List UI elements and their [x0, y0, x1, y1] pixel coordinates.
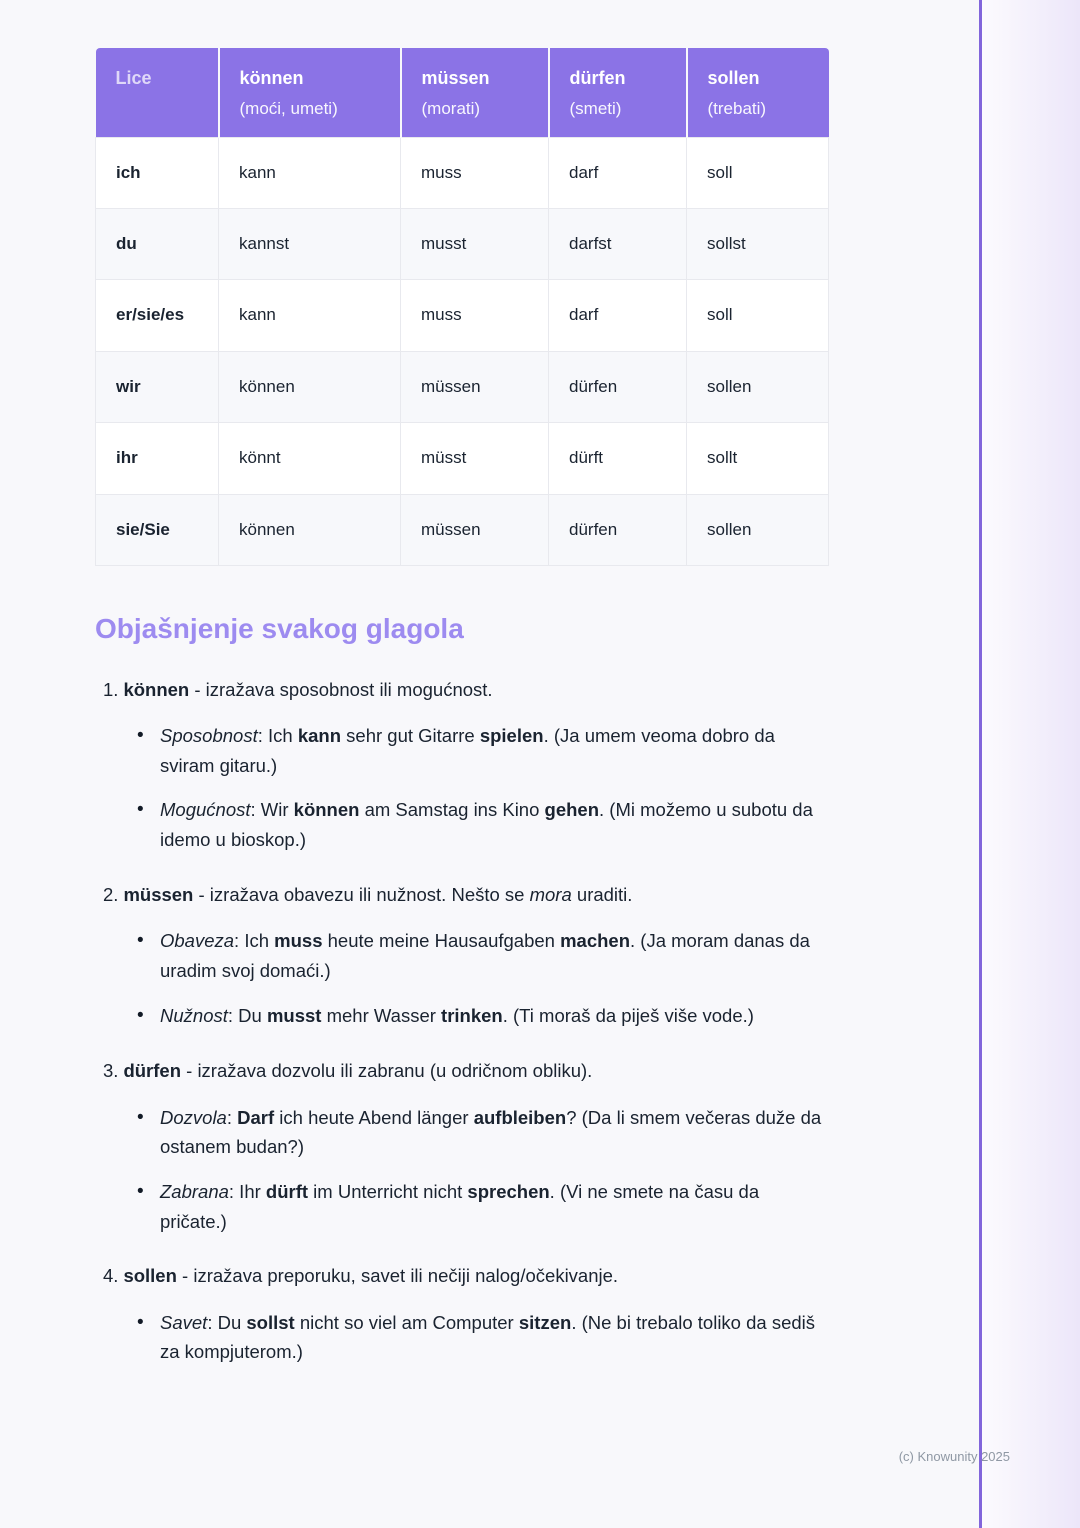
text-segment: - izražava preporuku, savet ili nečiji nalog/očekivanje.: [176, 1265, 619, 1287]
verb-form-cell: können: [219, 494, 401, 565]
example-list: [103, 1103, 830, 1236]
bullet-icon: •: [137, 1106, 144, 1128]
text-segment: dürfen: [123, 1059, 181, 1081]
text-segment: . (Vi ne smete na času da pričate.): [160, 1180, 760, 1232]
text-segment: - izražava sposobnost ili mogućnost.: [189, 678, 493, 700]
verb-form-cell: sollen: [687, 351, 829, 422]
verb-form-cell: dürfen: [549, 351, 687, 422]
item-number: 3.: [103, 1059, 119, 1081]
text-segment: spielen: [479, 725, 544, 747]
text-segment: am Samstag ins Kino: [359, 799, 545, 821]
example-list: [103, 926, 830, 1031]
example-text: [160, 721, 830, 780]
explanation-intro: [103, 881, 830, 909]
verb-form-cell: könnt: [219, 423, 401, 494]
pronoun-cell: wir: [96, 351, 219, 422]
text-segment: : Du: [207, 1311, 247, 1333]
verb-form-cell: sollen: [687, 494, 829, 565]
example-text: [160, 926, 830, 985]
explanation-item: [103, 676, 830, 855]
example-list: [103, 1308, 830, 1367]
verb-form-cell: darfst: [549, 208, 687, 279]
column-header-translation: (morati): [421, 98, 481, 118]
example-text: [160, 1001, 830, 1031]
verb-form-cell: müsst: [401, 423, 549, 494]
verb-form-cell: muss: [401, 280, 549, 351]
conjugation-row: [96, 280, 829, 351]
column-header-verb-4: [687, 48, 829, 137]
text-segment: musst: [266, 1004, 322, 1026]
text-segment: dürft: [265, 1180, 309, 1202]
text-segment: . (Ja umem veoma dobro da sviram gitaru.): [160, 725, 775, 776]
example-bullet: [137, 1177, 830, 1236]
text-segment: Mogućnost: [160, 799, 251, 821]
conjugation-row: [96, 351, 829, 422]
text-segment: Nužnost: [160, 1004, 228, 1026]
text-segment: Darf: [237, 1106, 275, 1128]
text-segment: heute meine Hausaufgaben: [322, 930, 561, 952]
text-segment: mora: [529, 883, 572, 905]
text-segment: Zabrana: [160, 1180, 229, 1202]
text-segment: können: [293, 799, 360, 821]
example-text: [160, 1308, 830, 1367]
verb-form-cell: darf: [549, 137, 687, 208]
verb-form-cell: kannst: [219, 208, 401, 279]
example-text: [160, 1177, 830, 1236]
column-header-translation: (moći, umeti): [239, 98, 338, 118]
text-segment: . (Ti moraš da piješ više vode.): [502, 1004, 754, 1026]
text-segment: müssen: [123, 883, 194, 905]
explanation-item: [103, 881, 830, 1031]
verb-form-cell: soll: [687, 137, 829, 208]
bullet-icon: •: [137, 930, 144, 952]
text-segment: Savet: [160, 1311, 208, 1333]
text-segment: Sposobnost: [160, 725, 258, 747]
text-segment: Dozvola: [160, 1106, 227, 1128]
verb-form-cell: müssen: [401, 351, 549, 422]
text-segment: . (Ja moram danas da uradim svoj domaći.): [160, 930, 810, 981]
verb-form-cell: kann: [219, 280, 401, 351]
pronoun-cell: sie/Sie: [96, 494, 219, 565]
verb-form-cell: dürfen: [549, 494, 687, 565]
text-segment: mehr Wasser: [321, 1004, 442, 1026]
pronoun-cell: ihr: [96, 423, 219, 494]
column-header-label: Lice: [115, 68, 152, 88]
pronoun-cell: du: [96, 208, 219, 279]
text-segment: sprechen: [467, 1180, 550, 1202]
text-segment: machen: [560, 930, 630, 952]
explanation-item: [103, 1057, 830, 1236]
text-segment: ? (Da li smem večeras duže da ostanem budan?): [160, 1106, 822, 1158]
text-segment: : Ihr: [228, 1180, 266, 1202]
text-segment: :: [226, 1106, 238, 1128]
column-header-translation: (trebati): [707, 98, 767, 118]
text-segment: - izražava obavezu ili nužnost. Nešto se: [193, 883, 530, 905]
table-body: [96, 137, 829, 565]
conjugation-row: [96, 494, 829, 565]
modal-verbs-conjugation-table: [95, 48, 829, 566]
text-segment: sehr gut Gitarre: [341, 725, 480, 747]
text-segment: uraditi.: [571, 883, 633, 905]
column-header-translation: (smeti): [569, 98, 622, 118]
text-segment: : Du: [227, 1004, 267, 1026]
verb-form-cell: müssen: [401, 494, 549, 565]
example-bullet: [137, 1308, 830, 1367]
column-header-label: sollen: [707, 68, 760, 88]
text-segment: Obaveza: [160, 930, 235, 952]
item-number: 2.: [103, 883, 119, 905]
example-text: [160, 795, 830, 854]
text-segment: nicht so viel am Computer: [294, 1311, 519, 1333]
text-segment: - izražava dozvolu ili zabranu (u odričnom obliku).: [181, 1059, 593, 1081]
text-segment: gehen: [544, 799, 600, 821]
verb-form-cell: darf: [549, 280, 687, 351]
text-segment: : Ich: [257, 725, 298, 747]
text-segment: ich heute Abend länger: [274, 1106, 474, 1128]
text-segment: sollst: [246, 1311, 295, 1333]
text-segment: sollen: [123, 1265, 177, 1287]
column-header-verb-2: [401, 48, 549, 137]
explanation-intro: [103, 1057, 830, 1085]
pronoun-cell: ich: [96, 137, 219, 208]
example-bullet: [137, 721, 830, 780]
example-bullet: [137, 926, 830, 985]
bullet-icon: •: [137, 1311, 144, 1333]
item-number: 4.: [103, 1265, 119, 1287]
column-header-verb-1: [219, 48, 401, 137]
text-segment: muss: [274, 930, 323, 952]
verb-form-cell: dürft: [549, 423, 687, 494]
table-header-row: [96, 48, 829, 137]
conjugation-row: [96, 423, 829, 494]
example-bullet: [137, 1103, 830, 1162]
explanation-intro: [103, 676, 830, 704]
explanation-list: [95, 676, 830, 1368]
text-segment: : Ich: [234, 930, 275, 952]
column-header-label: müssen: [421, 68, 490, 88]
example-bullet: [137, 795, 830, 854]
item-number: 1.: [103, 678, 119, 700]
text-segment: . (Ne bi trebalo toliko da sediš za kompjuterom.): [160, 1311, 816, 1363]
column-header-verb-3: [549, 48, 687, 137]
verb-form-cell: musst: [401, 208, 549, 279]
text-segment: sitzen: [518, 1311, 572, 1333]
text-segment: . (Mi možemo u subotu da idemo u bioskop.): [160, 799, 813, 851]
pronoun-cell: er/sie/es: [96, 280, 219, 351]
verb-form-cell: sollst: [687, 208, 829, 279]
bullet-icon: •: [137, 799, 144, 821]
bullet-icon: •: [137, 1180, 144, 1202]
verb-form-cell: sollt: [687, 423, 829, 494]
document-content: [95, 48, 830, 1393]
conjugation-row: [96, 137, 829, 208]
example-bullet: [137, 1001, 830, 1031]
text-segment: trinken: [441, 1004, 503, 1026]
example-list: [103, 721, 830, 854]
column-header-lice: [96, 48, 219, 137]
copyright-credit: (c) Knowunity 2025: [898, 1449, 1010, 1464]
section-title: Objašnjenje svakog glagola: [95, 612, 464, 644]
verb-form-cell: können: [219, 351, 401, 422]
text-segment: im Unterricht nicht: [308, 1180, 468, 1202]
example-text: [160, 1103, 830, 1162]
column-header-label: dürfen: [569, 68, 626, 88]
conjugation-row: [96, 208, 829, 279]
bullet-icon: •: [137, 1004, 144, 1026]
verb-form-cell: kann: [219, 137, 401, 208]
text-segment: : Wir: [250, 799, 294, 821]
verb-form-cell: muss: [401, 137, 549, 208]
text-segment: aufbleiben: [473, 1106, 567, 1128]
table-header: [96, 48, 829, 137]
text-segment: kann: [297, 725, 342, 747]
bullet-icon: •: [137, 725, 144, 747]
page-edge-gutter: [979, 0, 1080, 1528]
column-header-label: können: [239, 68, 304, 88]
text-segment: können: [123, 678, 190, 700]
explanation-item: [103, 1262, 830, 1367]
verb-form-cell: soll: [687, 280, 829, 351]
explanation-intro: [103, 1262, 830, 1290]
